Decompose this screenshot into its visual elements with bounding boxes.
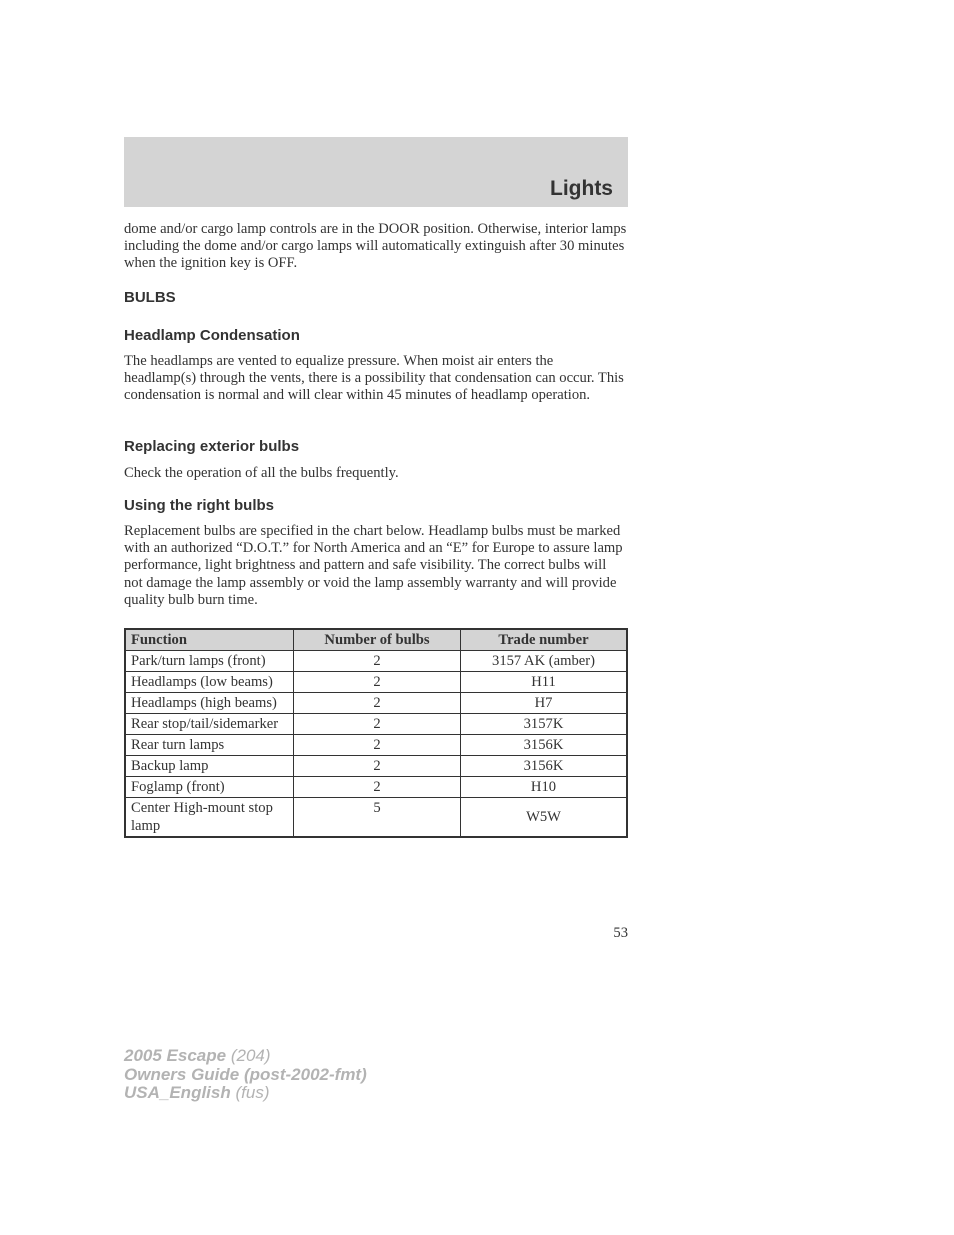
- replacing-bulbs-heading: Replacing exterior bulbs: [124, 438, 300, 455]
- replacing-paragraph: Check the operation of all the bulbs frequently.: [124, 465, 399, 481]
- bulbs-heading: BULBS: [124, 289, 176, 306]
- count-cell: 2: [294, 714, 461, 735]
- section-header-band: [124, 137, 628, 207]
- trade-number-cell: H11: [461, 672, 628, 693]
- table-row: [125, 777, 627, 798]
- function-cell: Headlamps (low beams): [125, 672, 294, 693]
- table-header-row: [125, 629, 627, 651]
- table-row: [125, 651, 627, 672]
- table-row: [125, 756, 627, 777]
- trade-number-cell: 3156K: [461, 735, 628, 756]
- right-bulbs-heading: Using the right bulbs: [124, 497, 274, 514]
- document-footer: [124, 1047, 367, 1103]
- footer-model-code: (204): [230, 1046, 271, 1065]
- trade-number-cell: 3157K: [461, 714, 628, 735]
- count-cell: 2: [294, 735, 461, 756]
- headlamp-condensation-heading: Headlamp Condensation: [124, 327, 300, 344]
- column-header-trade-number: Trade number: [461, 629, 628, 651]
- column-header-number-of-bulbs: Number of bulbs: [294, 629, 461, 651]
- trade-number-cell: W5W: [461, 798, 628, 838]
- function-cell: Park/turn lamps (front): [125, 651, 294, 672]
- intro-paragraph: dome and/or cargo lamp controls are in the DOOR position. Otherwise, interior lamps including the dome and/or cargo lamps will automatically extinguish after 30 minutes when the ignition key is OFF.: [124, 221, 627, 272]
- footer-line-language: [124, 1084, 367, 1103]
- footer-model: 2005 Escape: [124, 1046, 227, 1065]
- function-cell: Headlamps (high beams): [125, 693, 294, 714]
- footer-guide: Owners Guide (post-2002-fmt): [124, 1064, 367, 1084]
- footer-language: USA_English: [124, 1083, 231, 1102]
- page-number: 53: [613, 925, 628, 941]
- table-row: [125, 798, 627, 838]
- trade-number-cell: 3157 AK (amber): [461, 651, 628, 672]
- count-cell: 2: [294, 651, 461, 672]
- right-bulbs-paragraph: Replacement bulbs are specified in the chart below. Headlamp bulbs must be marked with an authorized “D.O.T.” for North America and an “E” for Europe to assure lamp performance, light brightness and pattern and safe visibility. The correct bulbs will not damage the lamp assembly or void the lamp assembly warranty and will provide quality bulb burn time.: [124, 523, 623, 608]
- count-cell: 2: [294, 756, 461, 777]
- trade-number-cell: H7: [461, 693, 628, 714]
- count-cell: 2: [294, 693, 461, 714]
- function-cell: Foglamp (front): [125, 777, 294, 798]
- footer-language-code: (fus): [235, 1083, 270, 1102]
- footer-line-model: [124, 1047, 367, 1066]
- section-title: Lights: [550, 177, 613, 200]
- table-row: [125, 693, 627, 714]
- function-cell: Rear stop/tail/sidemarker: [125, 714, 294, 735]
- condensation-paragraph: The headlamps are vented to equalize pressure. When moist air enters the headlamp(s) through the vents, there is a possibility that condensation can occur. This condensation is normal and will clear within 45 minutes of headlamp operation.: [124, 353, 624, 404]
- footer-line-guide: [124, 1066, 367, 1085]
- trade-number-cell: H10: [461, 777, 628, 798]
- trade-number-cell: 3156K: [461, 756, 628, 777]
- function-cell: Backup lamp: [125, 756, 294, 777]
- table-row: [125, 672, 627, 693]
- function-cell: Rear turn lamps: [125, 735, 294, 756]
- table-row: [125, 735, 627, 756]
- column-header-function: Function: [125, 629, 294, 651]
- bulb-specification-table: [124, 628, 628, 838]
- count-cell: 2: [294, 672, 461, 693]
- function-cell: Center High-mount stop lamp: [125, 798, 294, 838]
- table-row: [125, 714, 627, 735]
- count-cell: 5: [294, 798, 461, 838]
- count-cell: 2: [294, 777, 461, 798]
